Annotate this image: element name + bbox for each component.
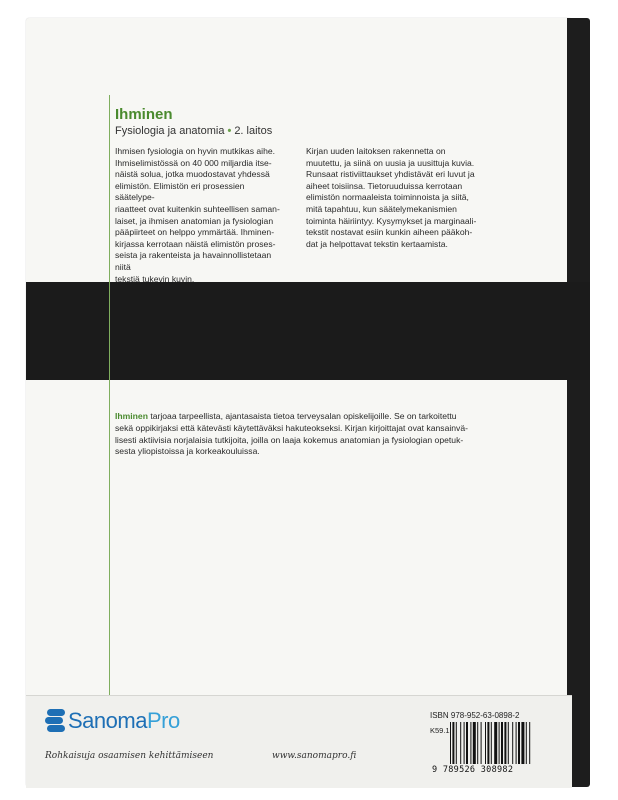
text-line: Runsaat ristiviittaukset yhdistävät eri luvut ja xyxy=(306,169,475,180)
lower-description xyxy=(115,411,515,458)
book-subtitle xyxy=(115,125,272,137)
text-line: riaatteet ovat kuitenkin suhteellisen saman- xyxy=(115,203,280,214)
bullet-icon: • xyxy=(227,125,232,137)
text-line xyxy=(115,411,515,423)
text-line: lisesti aktiivisia norjalaisia tutkijoita, joilla on laaja kokemus anatomian ja fysiologian opetuk- xyxy=(115,434,464,445)
class-code: K59.1 xyxy=(430,726,450,735)
text-line: seista ja rakenteista ja havainnollistetaan niitä xyxy=(115,250,272,272)
text-line: Ihmiselimistössä on 40 000 miljardia itse- xyxy=(115,157,272,168)
publisher-logo xyxy=(45,708,180,734)
text-line: mitä tapahtuu, kun säätelymekanismien xyxy=(306,203,457,214)
barcode-icon xyxy=(450,722,555,764)
line-rest: tarjoaa tarpeellista, ajantasaista tietoa terveysalan opiskelijoille. Se on tarkoitettu xyxy=(147,411,457,421)
publisher-slogan: Rohkaisuja osaamisen kehittämiseen xyxy=(45,751,214,761)
text-line: muutettu, ja siinä on uusia ja uusittuja kuvia. xyxy=(306,157,475,168)
barcode-number: 9 789526 308982 xyxy=(432,765,514,775)
publisher-url: www.sanomapro.fi xyxy=(272,751,357,761)
publisher-name xyxy=(68,708,180,734)
green-margin-line xyxy=(109,95,110,695)
book-back-cover xyxy=(26,18,572,787)
text-line: tekstit nostavat esiin kunkin aiheen pääkoh- xyxy=(306,227,473,238)
text-line: elimistön. Elimistön eri prosessien säätelype- xyxy=(115,180,245,203)
text-line: näistä solua, jotka muodostavat yhdessä xyxy=(115,169,270,180)
text-line: aiheet toisiinsa. Tietoruuduissa kerrotaan xyxy=(306,180,463,191)
highlight-title: Ihminen xyxy=(115,411,148,421)
description-column-2 xyxy=(306,146,484,250)
text-line: laiset, ja ihmisen anatomian ja fysiologian xyxy=(115,215,274,226)
text-line: Kirjan uuden laitoksen rakennetta on xyxy=(306,146,446,156)
text-line: dat ja helpottavat tekstin kertaamista. xyxy=(306,238,448,249)
text-line: Ihmisen fysiologia on hyvin mutkikas aihe. xyxy=(115,146,276,156)
subtitle-text: Fysiologia ja anatomia xyxy=(115,125,225,137)
text-line: sekä oppikirjaksi että kätevästi käytettäväksi hakuteokseksi. Kirjan kirjoittajat ovat kansainvä- xyxy=(115,422,468,433)
publisher-name-accent: Pro xyxy=(146,708,180,733)
text-line: tekstiä tukevin kuvin. xyxy=(115,273,195,284)
text-line: kirjassa kerrotaan näistä elimistön proses- xyxy=(115,238,276,249)
publisher-name-main: Sanoma xyxy=(68,708,147,733)
book-spine xyxy=(567,18,590,787)
text-line: sesta yliopistoissa ja korkeakouluissa. xyxy=(115,446,260,457)
text-line: pääpiirteet on helppo ymmärtää. Ihminen- xyxy=(115,227,275,238)
edition-text: 2. laitos xyxy=(234,125,273,137)
sanoma-logo-icon xyxy=(45,708,65,734)
black-band xyxy=(26,282,590,380)
text-line: toiminta häiriintyy. Kysymykset ja marginaali- xyxy=(306,215,477,226)
text-line: elimistön normaaleista toiminnoista ja siitä, xyxy=(306,192,469,203)
book-title: Ihminen xyxy=(115,106,173,123)
isbn-label: ISBN 978-952-63-0898-2 xyxy=(430,711,520,720)
description-column-1 xyxy=(115,146,285,285)
